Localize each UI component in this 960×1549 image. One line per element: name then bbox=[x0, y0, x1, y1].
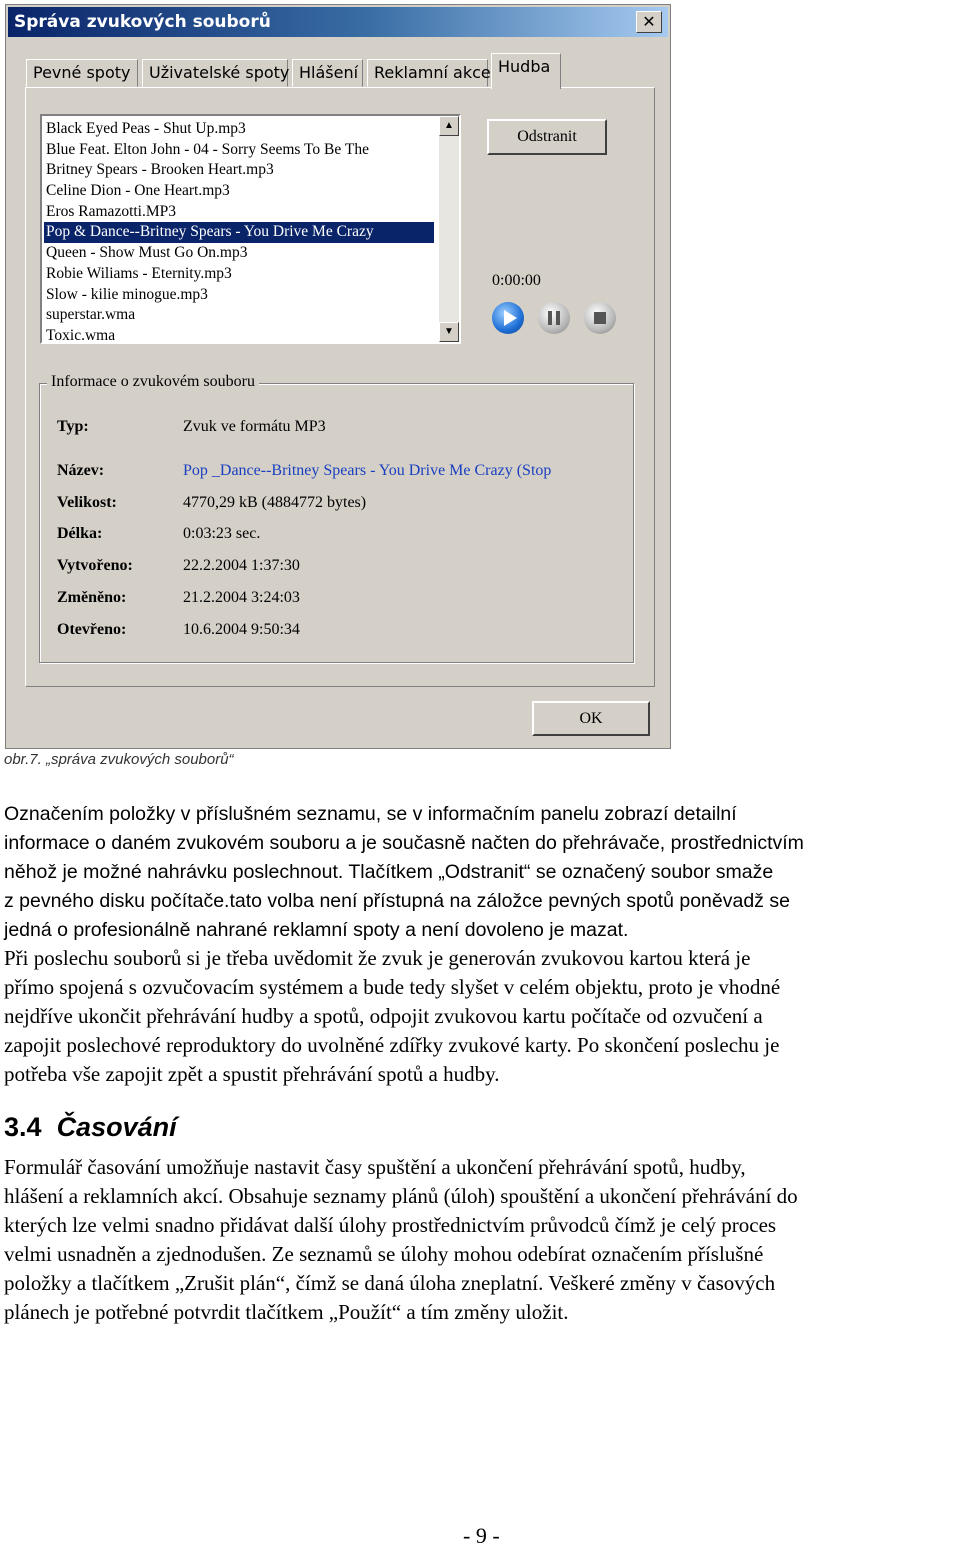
tab-user-spots[interactable]: Uživatelské spoty bbox=[142, 59, 288, 87]
text-line: potřeba vše zapojit zpět a spustit přehrávání spotů a hudby. bbox=[4, 1062, 500, 1086]
vertical-scrollbar[interactable] bbox=[439, 116, 459, 342]
ok-button[interactable]: OK bbox=[532, 701, 650, 736]
length-value: 0:03:23 sec. bbox=[183, 525, 261, 542]
file-info-group bbox=[39, 383, 634, 663]
tab-announcements[interactable]: Hlášení bbox=[292, 59, 363, 87]
text-line: hlášení a reklamních akcí. Obsahuje seznamy plánů (úloh) spouštění a ukončení přehrávání do bbox=[4, 1184, 798, 1208]
type-label: Typ: bbox=[57, 418, 89, 435]
type-value: Zvuk ve formátu MP3 bbox=[183, 418, 326, 435]
list-item[interactable]: Britney Spears - Brooken Heart.mp3 bbox=[46, 161, 274, 179]
list-item[interactable]: Eros Ramazotti.MP3 bbox=[46, 202, 177, 220]
list-item[interactable]: Celine Dion - One Heart.mp3 bbox=[46, 182, 230, 200]
close-button[interactable]: ✕ bbox=[636, 11, 662, 33]
opened-label: Otevřeno: bbox=[57, 621, 127, 638]
scroll-down-icon[interactable]: ▼ bbox=[439, 322, 459, 342]
modified-value: 21.2.2004 3:24:03 bbox=[183, 589, 300, 606]
list-item-selected[interactable]: Pop & Dance--Britney Spears - You Drive Me Crazy bbox=[44, 222, 434, 243]
file-list bbox=[44, 119, 434, 347]
name-label: Název: bbox=[57, 462, 105, 479]
list-item[interactable]: Robie Wiliams - Eternity.mp3 bbox=[46, 264, 232, 282]
remove-button[interactable]: Odstranit bbox=[487, 119, 607, 155]
section-heading bbox=[4, 1112, 177, 1143]
file-info-legend: Informace o zvukovém souboru bbox=[47, 373, 259, 391]
text-line: jedná o profesionálně nahrané reklamní spoty a není dovoleno je mazat. bbox=[4, 919, 629, 941]
tab-fixed-spots[interactable]: Pevné spoty bbox=[26, 59, 138, 87]
list-item[interactable]: Blue Feat. Elton John - 04 - Sorry Seems To Be The bbox=[46, 140, 369, 158]
name-value: Pop _Dance--Britney Spears - You Drive Me Crazy (Stop bbox=[183, 462, 552, 479]
paragraph-file-detail bbox=[4, 800, 959, 945]
text-line: Při poslechu souborů si je třeba uvědomit že zvuk je generován zvukovou kartou která je bbox=[4, 946, 751, 970]
figure-caption: obr.7. „správa zvukových souborů“ bbox=[4, 751, 234, 768]
modified-label: Změněno: bbox=[57, 589, 127, 606]
text-line: informace o daném zvukovém souboru a je současně načten do přehrávače, prostřednictvím bbox=[4, 832, 804, 854]
playback-time: 0:00:00 bbox=[492, 272, 541, 289]
length-label: Délka: bbox=[57, 525, 103, 542]
paragraph-listening bbox=[4, 944, 959, 1089]
list-item[interactable]: Toxic.wma bbox=[46, 326, 116, 344]
text-line: položky a tlačítkem „Zrušit plán“, čímž se daná úloha zneplatní. Veškeré změny v časových bbox=[4, 1271, 776, 1295]
section-title: Časování bbox=[56, 1112, 177, 1142]
size-label: Velikost: bbox=[57, 494, 117, 511]
text-line: přímo spojená s ozvučovacím systémem a bude tedy slyšet v celém objektu, proto je vhodné bbox=[4, 975, 781, 999]
text-line: plánech je potřebné potvrdit tlačítkem „Použít“ a tím změny uložit. bbox=[4, 1300, 569, 1324]
stop-icon[interactable] bbox=[584, 302, 616, 334]
created-label: Vytvořeno: bbox=[57, 557, 133, 574]
text-line: nejdříve ukončit přehrávání hudby a spotů, odpojit zvukovou kartu počítače od ozvučení a bbox=[4, 1004, 763, 1028]
pause-icon[interactable] bbox=[538, 302, 570, 334]
size-value: 4770,29 kB (4884772 bytes) bbox=[183, 494, 367, 511]
dialog-title: Správa zvukových souborů bbox=[14, 12, 271, 32]
created-value: 22.2.2004 1:37:30 bbox=[183, 557, 300, 574]
text-line: kterých lze velmi snadno přidávat další úlohy prostřednictvím průvodců čímž je celý proces bbox=[4, 1213, 777, 1237]
scroll-up-icon[interactable]: ▲ bbox=[439, 116, 459, 136]
list-item[interactable]: Queen - Show Must Go On.mp3 bbox=[46, 244, 248, 262]
text-line: Označením položky v příslušném seznamu, se v informačním panelu zobrazí detailní bbox=[4, 803, 737, 825]
list-item[interactable]: Slow - kilie minogue.mp3 bbox=[46, 285, 208, 303]
list-item[interactable]: superstar.wma bbox=[46, 306, 136, 324]
list-item[interactable]: Black Eyed Peas - Shut Up.mp3 bbox=[46, 120, 246, 137]
tab-music[interactable]: Hudba bbox=[491, 53, 561, 89]
text-line: zapojit poslechové reproduktory do uvolněné zdířky zvukové karty. Po skončení poslechu je bbox=[4, 1033, 780, 1057]
page-number: - 9 - bbox=[463, 1523, 500, 1548]
text-line: velmi usnadněn a zjednodušen. Ze seznamů se úlohy mohou odebírat označením příslušné bbox=[4, 1242, 764, 1266]
file-listbox[interactable] bbox=[40, 114, 461, 344]
paragraph-timing bbox=[4, 1153, 959, 1327]
title-bar bbox=[8, 7, 668, 37]
text-line: z pevného disku počítače.tato volba není přístupná na záložce pevných spotů poněvadž se bbox=[4, 890, 790, 912]
text-line: něhož je možné nahrávku poslechnout. Tlačítkem „Odstranit“ se označený soubor smaže bbox=[4, 861, 774, 883]
text-line: Formulář časování umožňuje nastavit časy spuštění a ukončení přehrávání spotů, hudby, bbox=[4, 1155, 746, 1179]
opened-value: 10.6.2004 9:50:34 bbox=[183, 621, 300, 638]
section-number: 3.4 bbox=[4, 1112, 42, 1142]
tab-ad-campaigns[interactable]: Reklamní akce bbox=[367, 59, 488, 87]
play-icon[interactable] bbox=[492, 302, 524, 334]
